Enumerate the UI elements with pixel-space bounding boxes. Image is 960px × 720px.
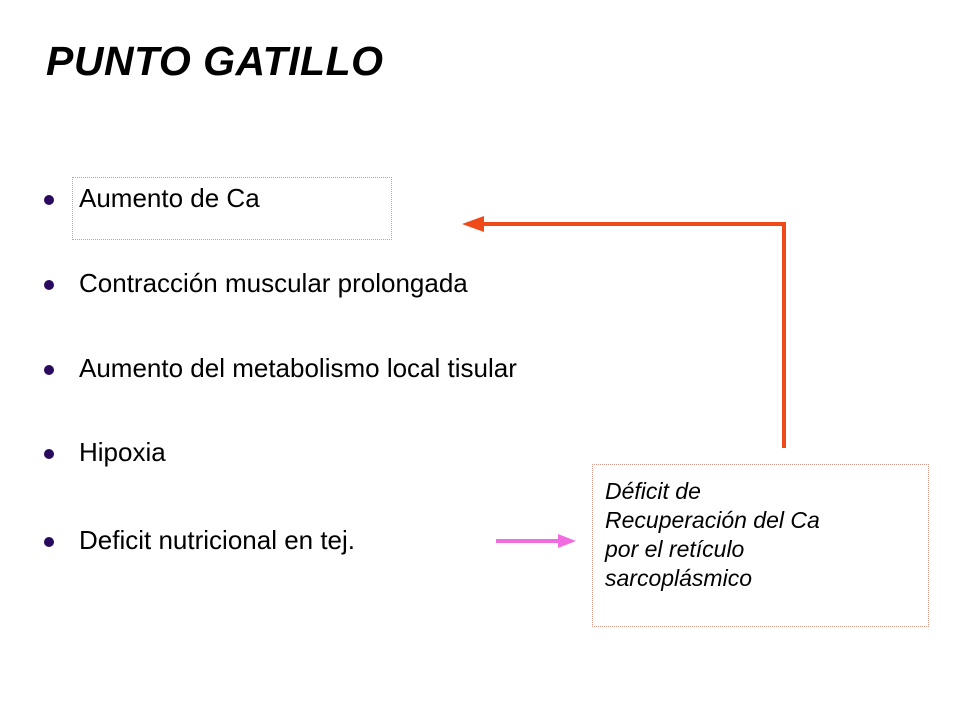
note-line: Déficit de bbox=[605, 478, 701, 504]
bullet-text: Contracción muscular prolongada bbox=[79, 268, 468, 298]
feedback-arrow-line bbox=[482, 224, 784, 448]
note-line: sarcoplásmico bbox=[605, 565, 752, 591]
note-line: por el retículo bbox=[605, 536, 745, 562]
bullet-text: Hipoxia bbox=[79, 437, 166, 467]
feedback-arrow bbox=[462, 216, 784, 448]
bullet-text: Aumento de Ca bbox=[79, 183, 260, 213]
slide-title: PUNTO GATILLO bbox=[46, 38, 384, 84]
note-line: Recuperación del Ca bbox=[605, 507, 820, 533]
pink-arrowhead-icon bbox=[558, 534, 576, 548]
bullet-text: Deficit nutricional en tej. bbox=[79, 525, 356, 555]
pink-arrow bbox=[496, 534, 576, 548]
feedback-arrowhead-icon bbox=[462, 216, 484, 232]
bullet-text: Aumento del metabolismo local tisular bbox=[79, 353, 517, 383]
